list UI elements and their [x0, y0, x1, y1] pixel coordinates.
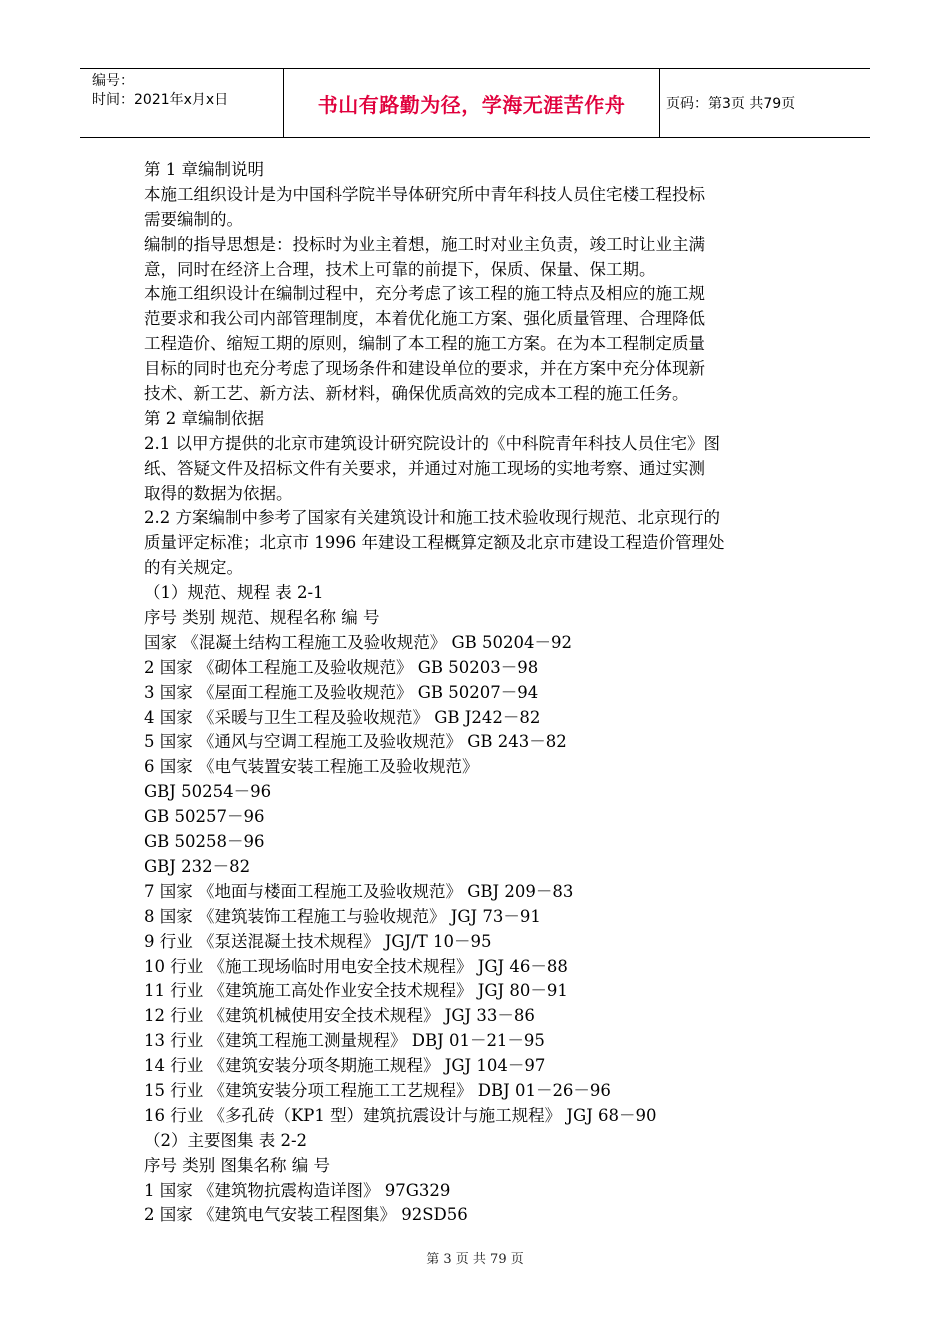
text-line: 目标的同时也充分考虑了现场条件和建设单位的要求，并在方案中充分体现新 — [144, 359, 705, 379]
text-line: 4 国家 《采暖与卫生工程及验收规范》 GB J242－82 — [144, 707, 541, 727]
page-header — [80, 68, 870, 138]
text-line: GB 50257－96 — [144, 807, 265, 827]
text-line: 10 行业 《施工现场临时用电安全技术规程》 JGJ 46－88 — [144, 956, 568, 976]
text-line: （1）规范、规程 表 2-1 — [144, 583, 324, 603]
text-line: 12 行业 《建筑机械使用安全技术规程》 JGJ 33－86 — [144, 1006, 535, 1026]
text-line: 技术、新工艺、新方法、新材料，确保优质高效的完成本工程的施工任务。 — [144, 384, 689, 404]
header-motto: 书山有路勤为径，学海无涯苦作舟 — [317, 92, 626, 117]
text-line: 纸、答疑文件及招标文件有关要求，并通过对施工现场的实地考察、通过实测 — [144, 458, 705, 478]
text-line: 2 国家 《砌体工程施工及验收规范》 GB 50203－98 — [144, 657, 539, 677]
document-body — [144, 158, 808, 1228]
text-line: 11 行业 《建筑施工高处作业安全技术规程》 JGJ 80－91 — [144, 981, 568, 1001]
text-line: 序号 类别 规范、规程名称 编 号 — [144, 608, 380, 628]
text-line: 第 2 章编制依据 — [144, 408, 264, 428]
text-line: 14 行业 《建筑安装分项冬期施工规程》 JGJ 104－97 — [144, 1056, 546, 1076]
text-line: 取得的数据为依据。 — [144, 483, 293, 503]
text-line: 2.1 以甲方提供的北京市建筑设计研究院设计的《中科院青年科技人员住宅》图 — [144, 433, 720, 453]
text-line: （2）主要图集 表 2-2 — [144, 1130, 308, 1150]
header-meta — [80, 69, 284, 137]
text-line: 质量评定标准；北京市 1996 年建设工程概算定额及北京市建设工程造价管理处 — [144, 533, 725, 553]
text-line: 3 国家 《屋面工程施工及验收规范》 GB 50207－94 — [144, 682, 539, 702]
text-line: 1 国家 《建筑物抗震构造详图》 97G329 — [144, 1180, 451, 1200]
header-motto-cell — [284, 69, 660, 137]
text-line: 范要求和我公司内部管理制度，本着优化施工方案、强化质量管理、合理降低 — [144, 309, 705, 329]
text-line: 15 行业 《建筑安装分项工程施工工艺规程》 DBJ 01－26－96 — [144, 1080, 611, 1100]
text-line: 5 国家 《通风与空调工程施工及验收规范》 GB 243－82 — [144, 732, 567, 752]
text-line: 需要编制的。 — [144, 209, 243, 229]
text-line: 本施工组织设计是为中国科学院半导体研究所中青年科技人员住宅楼工程投标 — [144, 184, 705, 204]
text-line: 16 行业 《多孔砖（KP1 型）建筑抗震设计与施工规程》 JGJ 68－90 — [144, 1105, 657, 1125]
text-line: 2 国家 《建筑电气安装工程图集》 92SD56 — [144, 1205, 468, 1225]
header-page-info-cell — [660, 69, 870, 137]
page-footer — [0, 1248, 950, 1267]
text-line: 本施工组织设计在编制过程中，充分考虑了该工程的施工特点及相应的施工规 — [144, 284, 705, 304]
text-line: GBJ 232－82 — [144, 856, 251, 876]
document-date: 时间：2021年x月x日 — [92, 92, 229, 108]
text-line: 7 国家 《地面与楼面工程施工及验收规范》 GBJ 209－83 — [144, 881, 574, 901]
footer-page-number: 第 3 页 共 79 页 — [426, 1252, 524, 1267]
text-line: 9 行业 《泵送混凝土技术规程》 JGJ/T 10－95 — [144, 931, 492, 951]
header-page-info: 页码：第3页 共79页 — [666, 96, 796, 112]
text-line: GBJ 50254－96 — [144, 782, 272, 802]
text-line: 序号 类别 图集名称 编 号 — [144, 1155, 330, 1175]
text-line: 国家 《混凝土结构工程施工及验收规范》 GB 50204－92 — [144, 632, 573, 652]
text-line: 8 国家 《建筑装饰工程施工与验收规范》 JGJ 73－91 — [144, 906, 541, 926]
text-line: 意，同时在经济上合理，技术上可靠的前提下，保质、保量、保工期。 — [144, 259, 656, 279]
text-line: GB 50258－96 — [144, 832, 265, 852]
text-line: 的有关规定。 — [144, 558, 243, 578]
text-line: 6 国家 《电气装置安装工程施工及验收规范》 — [144, 757, 479, 777]
text-line: 第 1 章编制说明 — [144, 160, 264, 179]
text-line: 13 行业 《建筑工程施工测量规程》 DBJ 01－21－95 — [144, 1031, 545, 1051]
text-line: 编制的指导思想是：投标时为业主着想，施工时对业主负责，竣工时让业主满 — [144, 234, 705, 254]
document-number-label: 编号： — [92, 73, 134, 89]
text-line: 工程造价、缩短工期的原则，编制了本工程的施工方案。在为本工程制定质量 — [144, 334, 705, 354]
text-line: 2.2 方案编制中参考了国家有关建筑设计和施工技术验收现行规范、北京现行的 — [144, 508, 720, 528]
